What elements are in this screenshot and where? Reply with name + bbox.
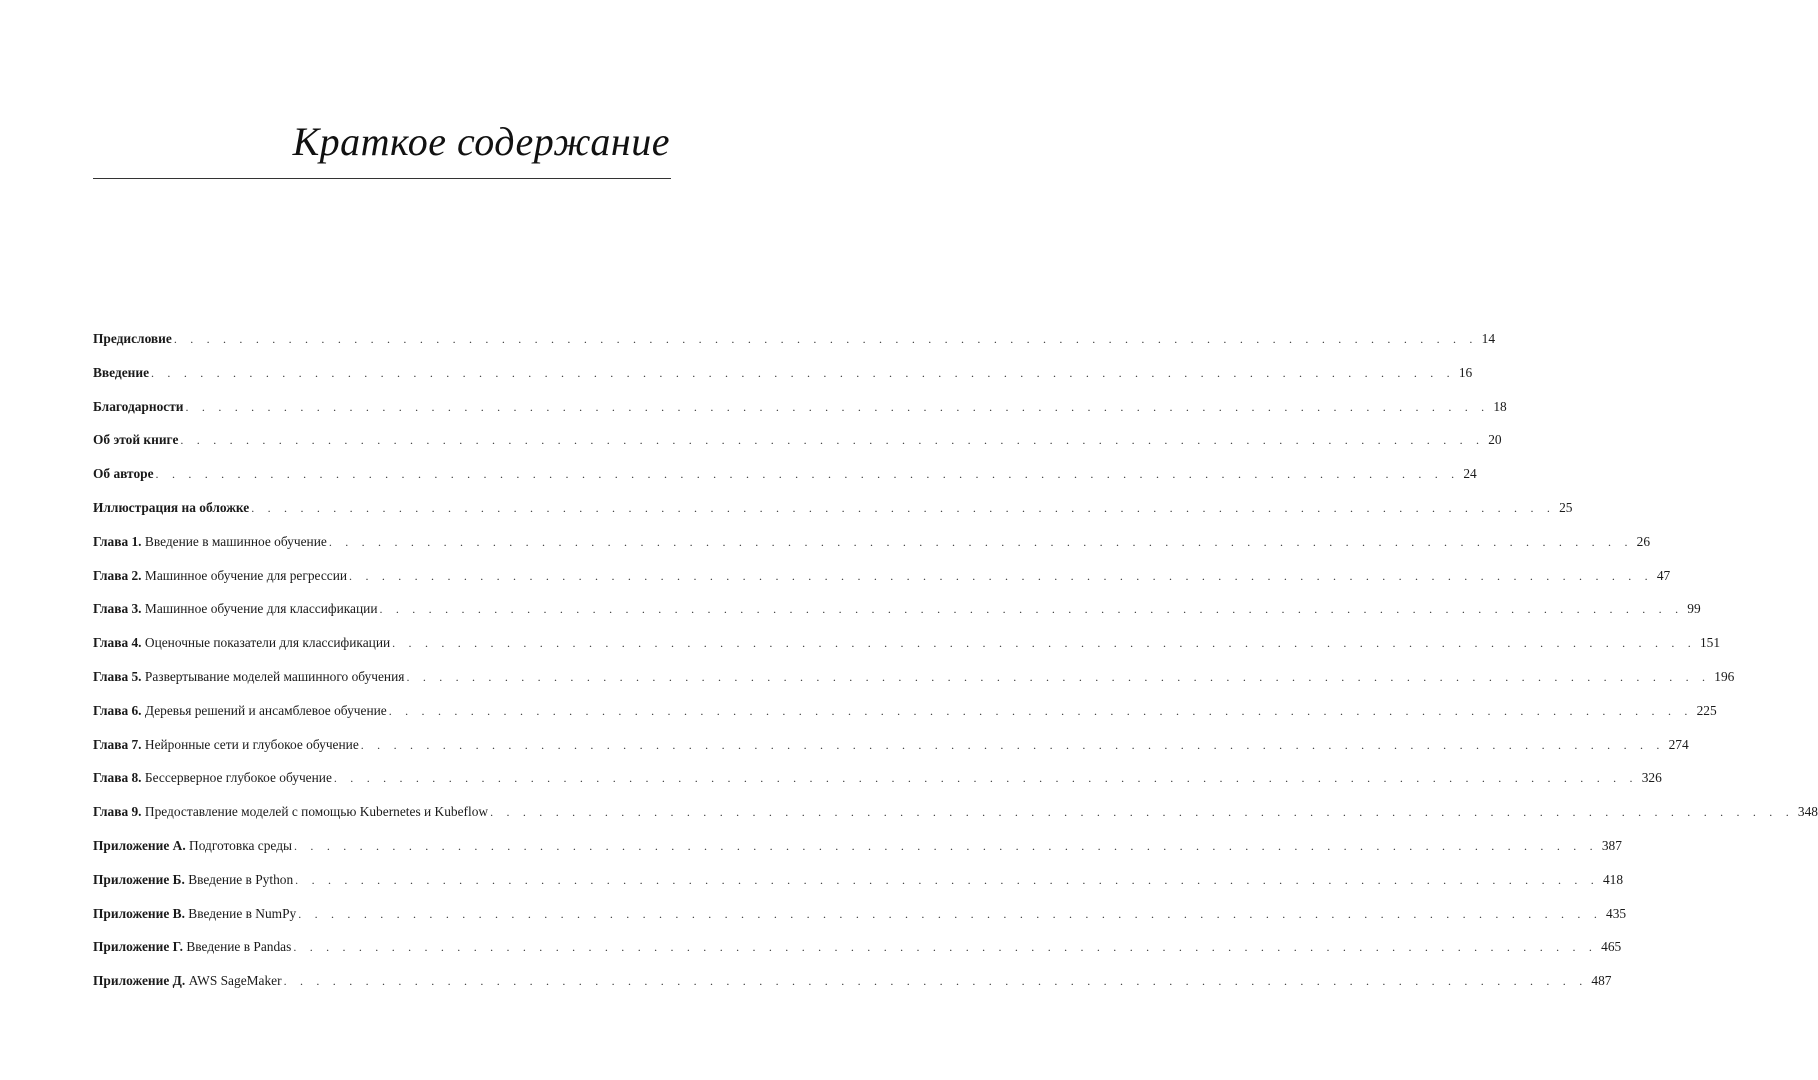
toc-dot-leader: . . . . . . . . . . . . . . . . . . . . . . . . . . . . . . . . . . . . . . . . . . . . . . . . . . . . . . . . . . . . . . . . . . . . . . . . . . . . . . . . bbox=[490, 805, 1794, 820]
toc-entry-label bbox=[93, 532, 327, 552]
toc-entry-prefix: Приложение В. bbox=[93, 905, 185, 921]
toc-entry-page-number: 18 bbox=[1493, 398, 1507, 414]
toc-entry-prefix: Глава 8. bbox=[93, 770, 142, 786]
toc-entry-label bbox=[93, 735, 359, 755]
toc-entry-prefix: Приложение А. bbox=[93, 837, 186, 853]
toc-entry-prefix: Благодарности bbox=[93, 398, 184, 414]
toc-entry-label bbox=[93, 701, 387, 721]
toc-entry-title: Деревья решений и ансамблевое обучение bbox=[144, 702, 387, 718]
toc-entry-page-number: 196 bbox=[1714, 668, 1735, 684]
toc-entry-page-number: 487 bbox=[1591, 973, 1612, 989]
toc-dot-leader: . . . . . . . . . . . . . . . . . . . . . . . . . . . . . . . . . . . . . . . . . . . . . . . . . . . . . . . . . . . . . . . . . . . . . . . . . . . . . . . . bbox=[328, 534, 1633, 549]
toc-entry[interactable] bbox=[93, 667, 1735, 701]
toc-entry-prefix: Глава 1. bbox=[93, 533, 142, 549]
toc-entry-label bbox=[93, 329, 172, 349]
toc-entry-label bbox=[93, 498, 249, 518]
toc-entry[interactable] bbox=[93, 870, 1624, 904]
toc-entry-label bbox=[93, 633, 390, 653]
toc-entry-label bbox=[93, 566, 347, 586]
toc-entry-page-number: 418 bbox=[1602, 871, 1624, 887]
toc-dot-leader: . . . . . . . . . . . . . . . . . . . . . . . . . . . . . . . . . . . . . . . . . . . . . . . . . . . . . . . . . . . . . . . . . . . . . . . . . . . . . . . . bbox=[360, 737, 1665, 752]
toc-entry-prefix: Глава 3. bbox=[93, 601, 142, 617]
toc-entry-page-number: 16 bbox=[1458, 364, 1473, 380]
toc-entry-prefix: Глава 7. bbox=[93, 736, 142, 752]
toc-dot-leader: . . . . . . . . . . . . . . . . . . . . . . . . . . . . . . . . . . . . . . . . . . . . . . . . . . . . . . . . . . . . . . . . . . . . . . . . . . . . . . . . bbox=[298, 906, 1603, 921]
toc-entry[interactable] bbox=[93, 430, 1502, 464]
toc-entry-prefix: Глава 2. bbox=[93, 567, 142, 583]
toc-entry[interactable] bbox=[93, 498, 1573, 532]
toc-entry-title: Введение в NumPy bbox=[188, 905, 297, 921]
toc-entry-label bbox=[93, 464, 154, 484]
toc-dot-leader: . . . . . . . . . . . . . . . . . . . . . . . . . . . . . . . . . . . . . . . . . . . . . . . . . . . . . . . . . . . . . . . . . . . . . . . . . . . . . . . . bbox=[406, 669, 1711, 684]
toc-entry-label bbox=[93, 904, 296, 924]
toc-dot-leader: . . . . . . . . . . . . . . . . . . . . . . . . . . . . . . . . . . . . . . . . . . . . . . . . . . . . . . . . . . . . . . . . . . . . . . . . . . . . . . . . bbox=[180, 433, 1485, 448]
toc-entry-prefix: Иллюстрация на обложке bbox=[93, 499, 250, 515]
toc-entry-page-number: 435 bbox=[1606, 905, 1627, 921]
toc-entry-prefix: Об этой книге bbox=[93, 432, 179, 448]
toc-entry-page-number: 20 bbox=[1488, 432, 1502, 448]
toc-entry-prefix: Об авторе bbox=[93, 466, 154, 482]
toc-entry-label bbox=[93, 768, 332, 788]
toc-entry[interactable] bbox=[93, 701, 1717, 735]
toc-entry-label bbox=[93, 937, 291, 957]
toc-entry-title: Введение в машинное обучение bbox=[144, 533, 327, 549]
toc-dot-leader: . . . . . . . . . . . . . . . . . . . . . . . . . . . . . . . . . . . . . . . . . . . . . . . . . . . . . . . . . . . . . . . . . . . . . . . . . . . . . . . . bbox=[251, 500, 1556, 515]
toc-entry-page-number: 274 bbox=[1668, 736, 1689, 752]
toc-entry-label bbox=[93, 430, 178, 450]
toc-entry-page-number: 99 bbox=[1687, 601, 1701, 617]
toc-entry-label bbox=[93, 397, 184, 417]
toc-dot-leader: . . . . . . . . . . . . . . . . . . . . . . . . . . . . . . . . . . . . . . . . . . . . . . . . . . . . . . . . . . . . . . . . . . . . . . . . . . . . . . . . bbox=[388, 703, 1693, 718]
toc-entry[interactable] bbox=[93, 397, 1507, 431]
toc-entry[interactable] bbox=[93, 329, 1496, 363]
toc-entry[interactable] bbox=[93, 904, 1627, 938]
toc-entry-title: Бессерверное глубокое обучение bbox=[144, 770, 332, 786]
toc-entry-prefix: Введение bbox=[93, 364, 150, 380]
toc-entry-prefix: Глава 9. bbox=[93, 804, 142, 820]
toc-entry-page-number: 25 bbox=[1559, 499, 1573, 515]
toc-entry-title: Нейронные сети и глубокое обучение bbox=[144, 736, 359, 752]
toc-entry-title: Оценочные показатели для классификации bbox=[144, 635, 391, 651]
toc-dot-leader: . . . . . . . . . . . . . . . . . . . . . . . . . . . . . . . . . . . . . . . . . . . . . . . . . . . . . . . . . . . . . . . . . . . . . . . . . . . . . . . . bbox=[151, 365, 1455, 380]
toc-entry-page-number: 26 bbox=[1636, 533, 1651, 549]
toc-entry[interactable] bbox=[93, 532, 1651, 566]
toc-entry-title: Введение в Python bbox=[188, 871, 294, 887]
toc-entry-label bbox=[93, 667, 404, 687]
toc-dot-leader: . . . . . . . . . . . . . . . . . . . . . . . . . . . . . . . . . . . . . . . . . . . . . . . . . . . . . . . . . . . . . . . . . . . . . . . . . . . . . . . . bbox=[155, 467, 1460, 482]
toc-entry-label bbox=[93, 802, 488, 822]
toc-entry-prefix: Глава 6. bbox=[93, 702, 142, 718]
toc-entry-page-number: 348 bbox=[1797, 804, 1818, 820]
toc-dot-leader: . . . . . . . . . . . . . . . . . . . . . . . . . . . . . . . . . . . . . . . . . . . . . . . . . . . . . . . . . . . . . . . . . . . . . . . . . . . . . . . . bbox=[392, 636, 1696, 651]
page-title: Краткое содержание bbox=[292, 119, 670, 164]
toc-entry-label bbox=[93, 599, 377, 619]
toc-dot-leader: . . . . . . . . . . . . . . . . . . . . . . . . . . . . . . . . . . . . . . . . . . . . . . . . . . . . . . . . . . . . . . . . . . . . . . . . . . . . . . . . bbox=[333, 771, 1638, 786]
toc-dot-leader: . . . . . . . . . . . . . . . . . . . . . . . . . . . . . . . . . . . . . . . . . . . . . . . . . . . . . . . . . . . . . . . . . . . . . . . . . . . . . . . . bbox=[349, 568, 1653, 583]
toc-entry[interactable] bbox=[93, 363, 1473, 397]
toc-entry-prefix: Глава 4. bbox=[93, 635, 142, 651]
toc-entry-page-number: 151 bbox=[1699, 635, 1721, 651]
toc-dot-leader: . . . . . . . . . . . . . . . . . . . . . . . . . . . . . . . . . . . . . . . . . . . . . . . . . . . . . . . . . . . . . . . . . . . . . . . . . . . . . . . . bbox=[294, 838, 1598, 853]
toc-entry-title: Предоставление моделей с помощью Kubernetes и Kubeflow bbox=[144, 804, 489, 820]
toc-entry[interactable] bbox=[93, 836, 1622, 870]
toc-entry[interactable] bbox=[93, 971, 1612, 1005]
toc-entry[interactable] bbox=[93, 599, 1701, 633]
toc-entry-label bbox=[93, 870, 293, 890]
toc-dot-leader: . . . . . . . . . . . . . . . . . . . . . . . . . . . . . . . . . . . . . . . . . . . . . . . . . . . . . . . . . . . . . . . . . . . . . . . . . . . . . . . . bbox=[295, 872, 1599, 887]
toc-entry[interactable] bbox=[93, 464, 1477, 498]
toc-entry-page-number: 387 bbox=[1601, 837, 1622, 853]
toc-entry-page-number: 225 bbox=[1696, 702, 1717, 718]
toc-entry-prefix: Приложение Д. bbox=[93, 973, 186, 989]
toc-entry-prefix: Приложение Г. bbox=[93, 939, 184, 955]
toc-entry[interactable] bbox=[93, 735, 1689, 769]
toc-entry[interactable] bbox=[93, 768, 1662, 802]
toc-entry-title: Развертывание моделей машинного обучения bbox=[144, 668, 405, 684]
toc-dot-leader: . . . . . . . . . . . . . . . . . . . . . . . . . . . . . . . . . . . . . . . . . . . . . . . . . . . . . . . . . . . . . . . . . . . . . . . . . . . . . . . . bbox=[185, 399, 1490, 414]
title-divider bbox=[93, 178, 671, 179]
toc-entry-prefix: Приложение Б. bbox=[93, 871, 185, 887]
toc-entry-label bbox=[93, 971, 282, 991]
toc-entry-page-number: 14 bbox=[1481, 331, 1496, 346]
toc-entry[interactable] bbox=[93, 802, 1818, 836]
toc-entry-title: Введение в Pandas bbox=[186, 939, 292, 955]
toc-entry-page-number: 465 bbox=[1601, 939, 1622, 955]
toc-entry-title: Подготовка среды bbox=[189, 837, 293, 853]
toc-dot-leader: . . . . . . . . . . . . . . . . . . . . . . . . . . . . . . . . . . . . . . . . . . . . . . . . . . . . . . . . . . . . . . . . . . . . . . . . . . . . . . . . bbox=[283, 974, 1588, 989]
toc-entry-page-number: 326 bbox=[1641, 770, 1662, 786]
toc-entry-label bbox=[93, 363, 149, 383]
toc-entry[interactable] bbox=[93, 566, 1671, 600]
toc-entry[interactable] bbox=[93, 633, 1721, 667]
toc-entry-title: Машинное обучение для регрессии bbox=[144, 567, 348, 583]
toc-dot-leader: . . . . . . . . . . . . . . . . . . . . . . . . . . . . . . . . . . . . . . . . . . . . . . . . . . . . . . . . . . . . . . . . . . . . . . . . . . . . . . . . bbox=[293, 940, 1598, 955]
toc-entry-prefix: Глава 5. bbox=[93, 668, 142, 684]
toc-entry-label bbox=[93, 836, 292, 856]
toc-dot-leader: . . . . . . . . . . . . . . . . . . . . . . . . . . . . . . . . . . . . . . . . . . . . . . . . . . . . . . . . . . . . . . . . . . . . . . . . . . . . . . . . bbox=[379, 602, 1684, 617]
table-of-contents bbox=[93, 329, 1818, 1005]
toc-entry[interactable] bbox=[93, 937, 1622, 971]
toc-entry-title: Машинное обучение для классификации bbox=[144, 601, 378, 617]
toc-dot-leader: . . . . . . . . . . . . . . . . . . . . . . . . . . . . . . . . . . . . . . . . . . . . . . . . . . . . . . . . . . . . . . . . . . . . . . . . . . . . . . . . bbox=[173, 332, 1478, 346]
toc-entry-prefix: Предисловие bbox=[93, 331, 172, 346]
toc-entry-title: AWS SageMaker bbox=[188, 973, 282, 989]
toc-entry-page-number: 24 bbox=[1463, 466, 1477, 482]
toc-entry-page-number: 47 bbox=[1656, 567, 1671, 583]
